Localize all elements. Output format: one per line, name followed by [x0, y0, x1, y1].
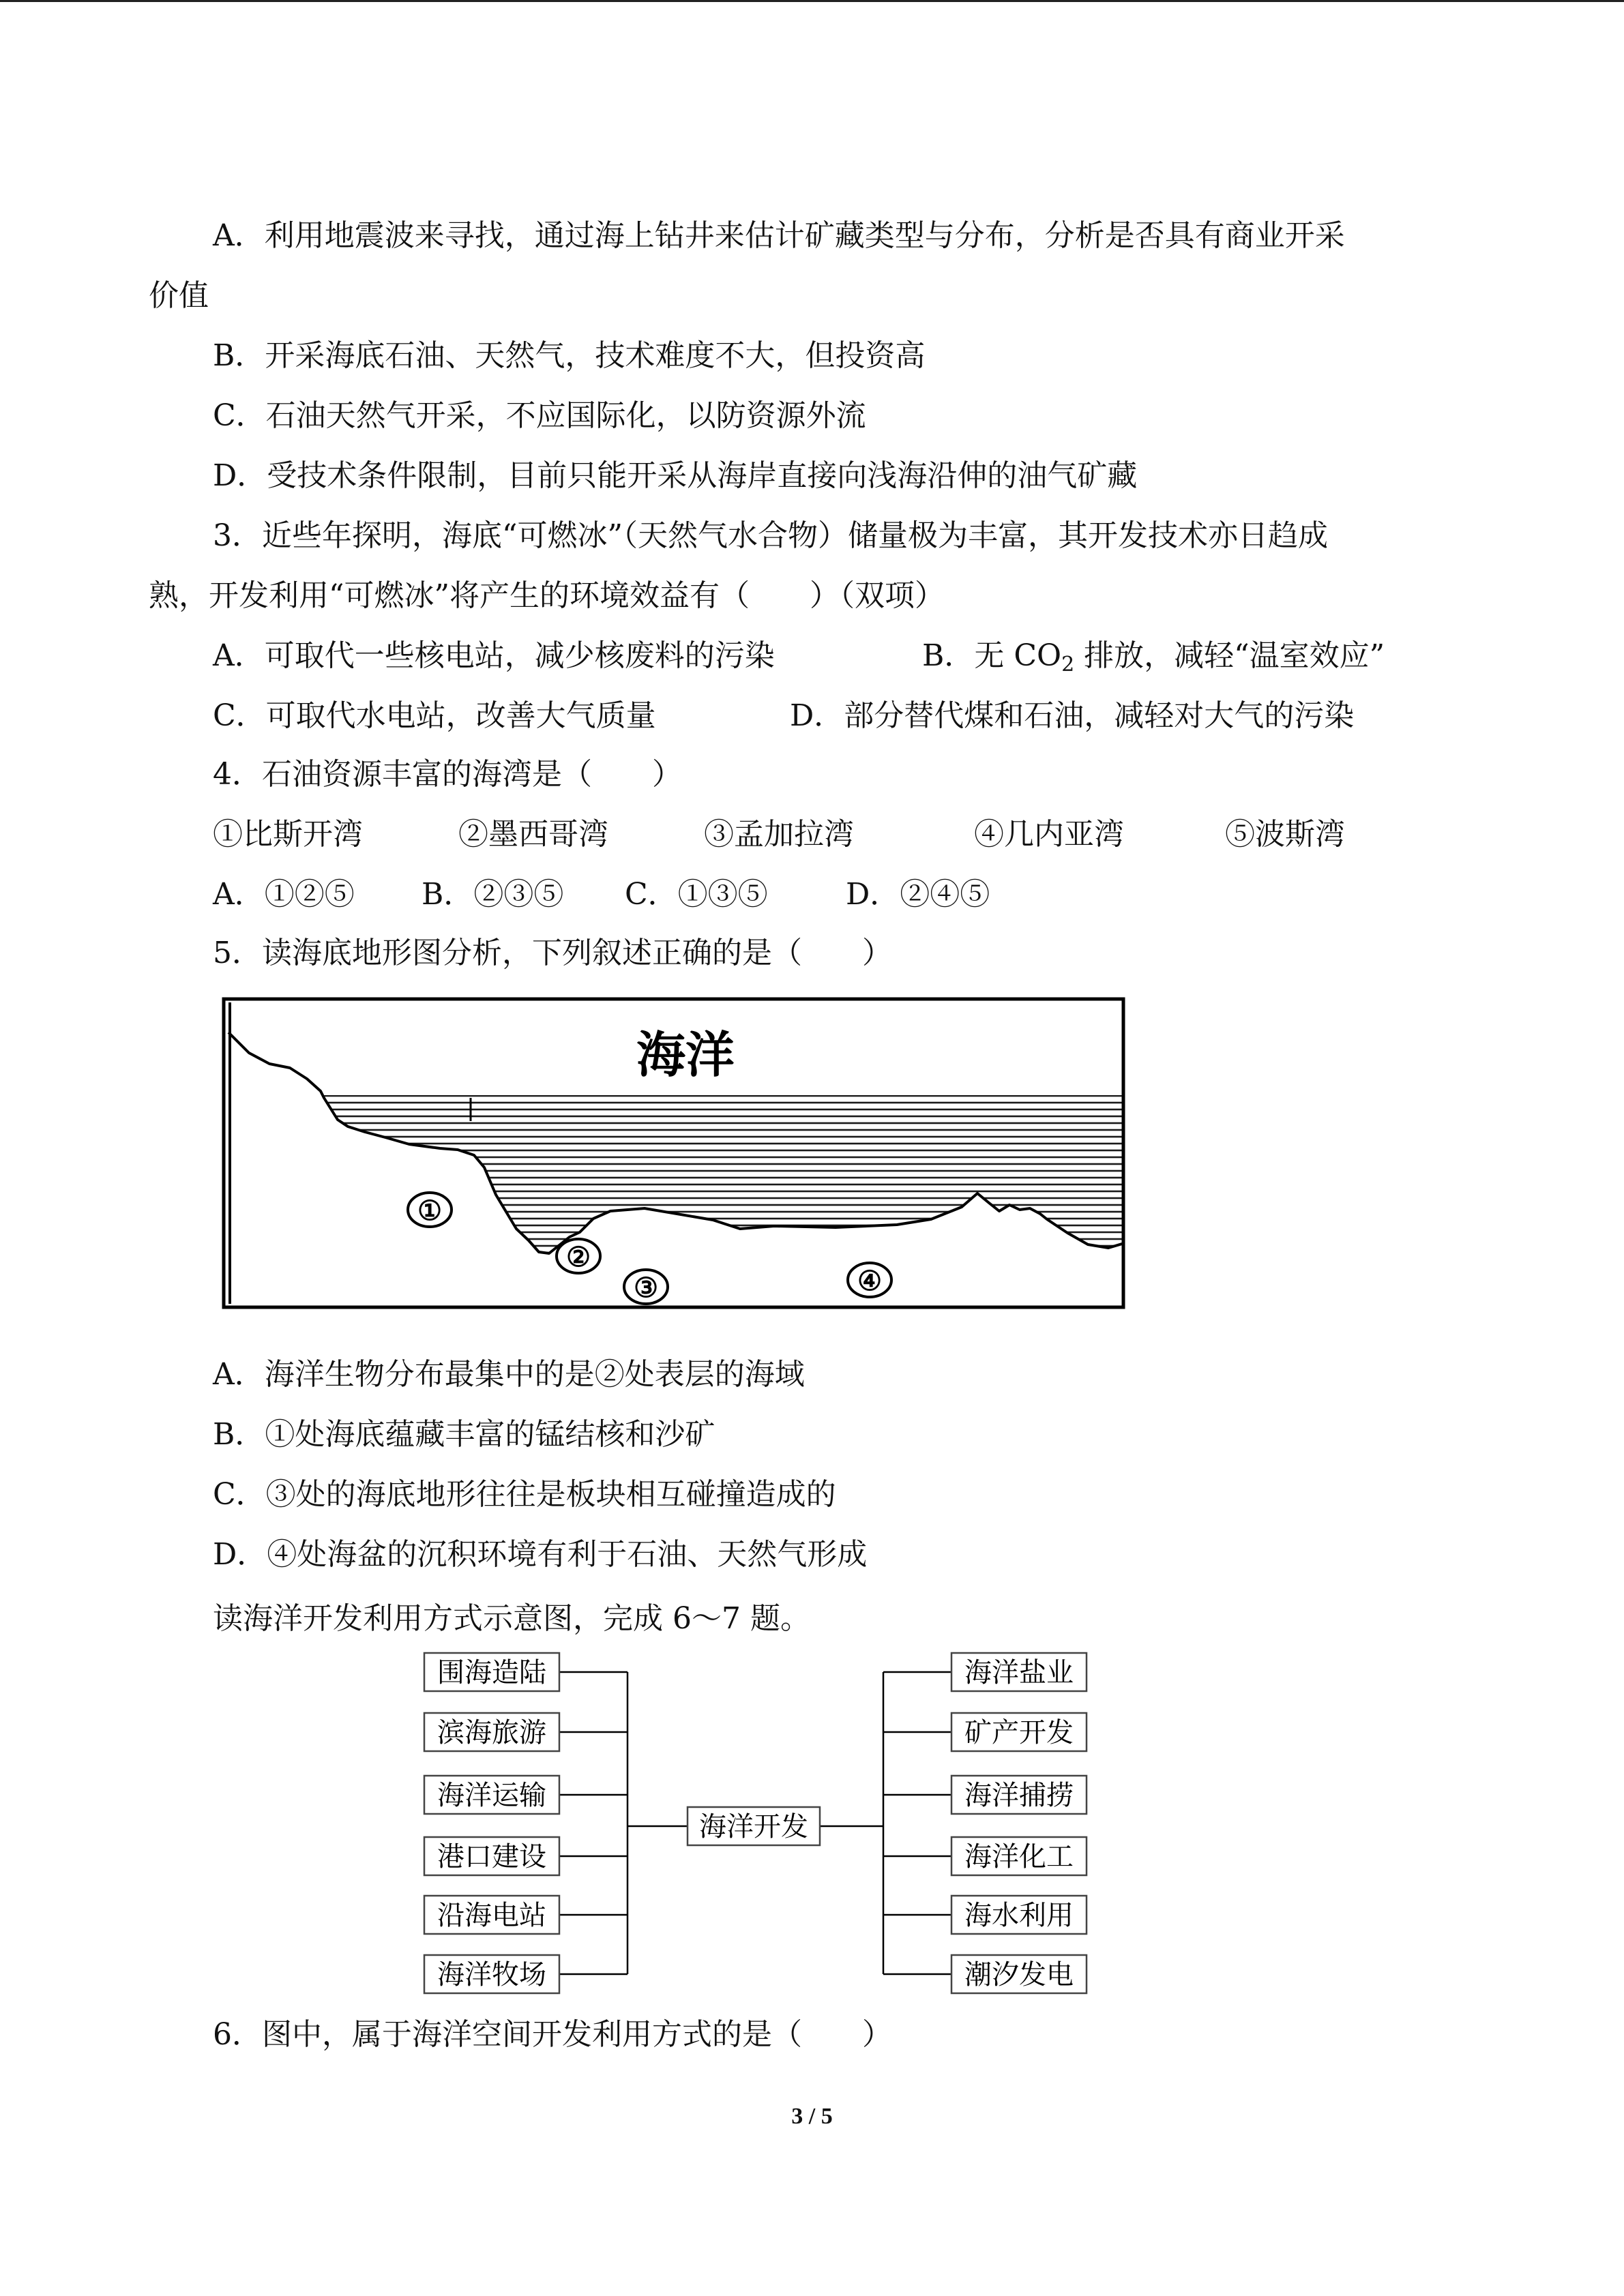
left-item-6-label: 海洋牧场 — [437, 1959, 546, 1991]
right-item-3-label: 海洋捕捞 — [964, 1780, 1074, 1811]
q2-option-c: C．石油天然气开采，不应国际化，以防资源外流 — [213, 398, 866, 433]
q3-stem: 3．近些年探明，海底“可燃冰”（天然气水合物）储量极为丰富，其开发技术亦日趋成 — [213, 518, 1328, 553]
q4-item-5: ⑤波斯湾 — [1225, 817, 1345, 852]
right-item-1 — [951, 1653, 1087, 1691]
right-item-6 — [951, 1955, 1087, 1993]
mark-2-label: ② — [566, 1241, 591, 1273]
left-item-1-label: 围海造陆 — [437, 1657, 546, 1688]
q3-option-c: C．可取代水电站，改善大气质量 — [213, 698, 656, 733]
right-item-5-label: 海水利用 — [964, 1900, 1074, 1931]
right-item-2 — [951, 1713, 1087, 1751]
mark-4-label: ④ — [857, 1265, 882, 1297]
left-item-6 — [424, 1955, 559, 1993]
ocean-label: 海洋 — [636, 1026, 735, 1084]
q4-option-d: D．②④⑤ — [846, 877, 990, 912]
center-node-label: 海洋开发 — [699, 1811, 808, 1843]
ocean-water — [324, 1095, 1122, 1253]
q67-intro: 读海洋开发利用方式示意图，完成 6～7 题。 — [213, 1601, 810, 1636]
q4-option-a: A．①②⑤ — [213, 877, 355, 912]
right-item-5 — [951, 1896, 1087, 1934]
right-item-4-label: 海洋化工 — [964, 1841, 1074, 1873]
q5-option-b: B．①处海底蕴藏丰富的锰结核和沙矿 — [213, 1417, 715, 1452]
q5-option-d: D．④处海盆的沉积环境有利于石油、天然气形成 — [213, 1537, 868, 1572]
center-node — [688, 1807, 820, 1845]
q4-option-b: B．②③⑤ — [422, 877, 564, 912]
page-number: 3 / 5 — [791, 2104, 833, 2129]
seafloor-figure — [222, 997, 1125, 1309]
right-item-3 — [951, 1776, 1087, 1814]
q5-stem: 5．读海底地形图分析，下列叙述正确的是（ ） — [213, 936, 892, 970]
mark-3 — [624, 1270, 668, 1304]
left-item-4-label: 港口建设 — [437, 1841, 546, 1873]
left-item-3-label: 海洋运输 — [437, 1780, 546, 1811]
q3-option-a: A．可取代一些核电站，减少核废料的污染 — [213, 638, 775, 673]
q3-option-b-subscript: 2 — [1061, 653, 1075, 676]
q3-option-d: D．部分替代煤和石油，减轻对大气的污染 — [790, 698, 1355, 733]
left-item-2-label: 滨海旅游 — [437, 1717, 546, 1748]
mark-4 — [848, 1263, 891, 1297]
q5-option-a: A．海洋生物分布最集中的是②处表层的海域 — [213, 1357, 805, 1392]
q4-item-4: ④几内亚湾 — [974, 817, 1124, 852]
left-item-2 — [424, 1713, 559, 1751]
ocean-development-diagram — [409, 1643, 1105, 2005]
left-item-4 — [424, 1837, 559, 1875]
q2-option-d: D．受技术条件限制，目前只能开采从海岸直接向浅海沿伸的油气矿藏 — [213, 458, 1138, 493]
q4-item-1: ①比斯开湾 — [213, 817, 363, 852]
q4-option-c: C．①③⑤ — [625, 877, 768, 912]
mark-3-label: ③ — [634, 1272, 658, 1304]
mark-1 — [408, 1193, 452, 1227]
q4-stem: 4．石油资源丰富的海湾是（ ） — [213, 757, 682, 792]
q3-option-b-post: 排放，减轻“温室效应” — [1074, 638, 1385, 673]
left-item-3 — [424, 1776, 559, 1814]
q2-option-a: A．利用地震波来寻找，通过海上钻井来估计矿藏类型与分布，分析是否具有商业开采 — [213, 218, 1345, 253]
left-item-5-label: 沿海电站 — [437, 1900, 546, 1931]
q3-option-b — [922, 637, 1385, 675]
right-item-6-label: 潮汐发电 — [964, 1959, 1074, 1991]
mark-1-label: ① — [417, 1195, 442, 1227]
q3-stem-continued: 熟，开发利用“可燃冰”将产生的环境效益有（ ）（双项） — [149, 578, 945, 613]
q5-option-c: C．③处的海底地形往往是板块相互碰撞造成的 — [213, 1477, 836, 1512]
q3-option-b-pre: B．无 CO — [922, 638, 1062, 673]
right-item-4 — [951, 1837, 1087, 1875]
page-top-border — [0, 0, 1624, 2]
right-item-1-label: 海洋盐业 — [964, 1657, 1074, 1688]
right-item-2-label: 矿产开发 — [964, 1717, 1074, 1748]
q4-item-3: ③孟加拉湾 — [704, 817, 854, 852]
q2-option-a-continued: 价值 — [149, 278, 209, 313]
left-item-1 — [424, 1653, 559, 1691]
q4-item-2: ②墨西哥湾 — [458, 817, 608, 852]
q6-stem: 6．图中，属于海洋空间开发利用方式的是（ ） — [213, 2017, 892, 2052]
left-item-5 — [424, 1896, 559, 1934]
mark-2 — [557, 1239, 600, 1273]
q2-option-b: B．开采海底石油、天然气，技术难度不大，但投资高 — [213, 338, 926, 373]
